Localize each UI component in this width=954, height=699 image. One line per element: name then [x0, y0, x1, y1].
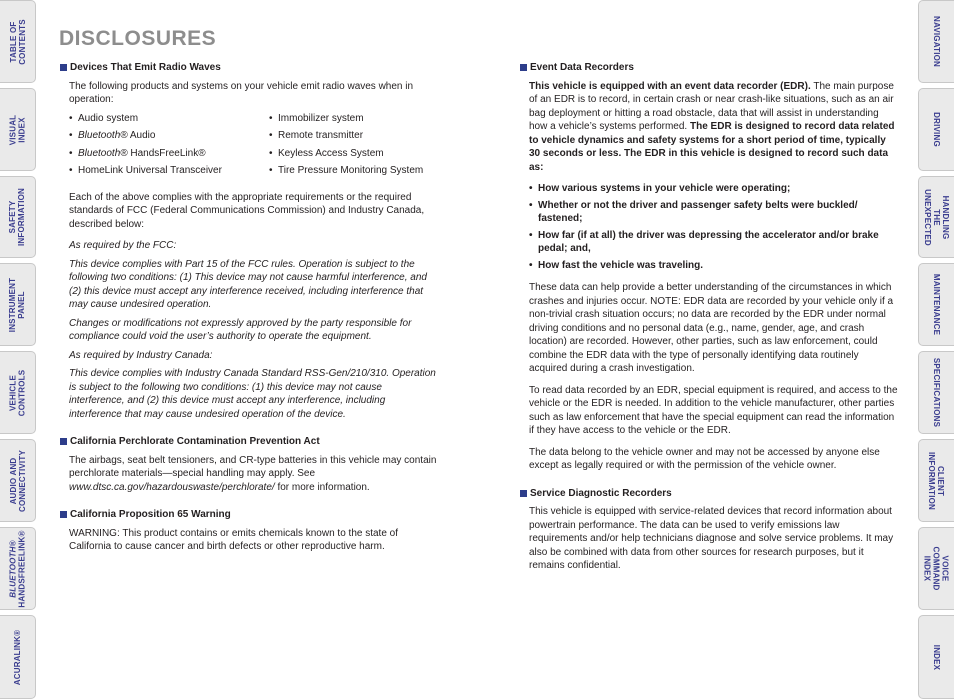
- tab-specifications[interactable]: SPECIFICATIONS: [918, 351, 954, 434]
- prop65-section: [60, 508, 440, 554]
- tab-safety-information[interactable]: SAFETY INFORMATION: [0, 176, 36, 258]
- fcc-label: As required by the FCC:: [69, 240, 177, 251]
- left-column: [60, 61, 440, 568]
- section-heading: Event Data Recorders: [520, 61, 898, 75]
- tab-voice-command-index[interactable]: VOICE COMMAND INDEX: [918, 527, 954, 610]
- sdr-section: [520, 487, 898, 573]
- section-marker-icon: [60, 511, 67, 518]
- compliance-text: Each of the above complies with the appropriate requirements or the required standards of FCC (Federal Communications Commission) and Industry Canada, described below:: [69, 191, 425, 230]
- section-heading: Service Diagnostic Recorders: [520, 487, 898, 501]
- list-item: • How far (if at all) the driver was depressing the accelerator and/or brake pedal; and,: [529, 229, 898, 256]
- edr-section: [520, 61, 898, 473]
- tab-handling-the-unexpected[interactable]: HANDLING THE UNEXPECTED: [918, 176, 954, 258]
- section-heading: Devices That Emit Radio Waves: [60, 61, 440, 75]
- list-item: • Audio system: [69, 112, 269, 126]
- ic-text: This device complies with Industry Canada Standard RSS-Gen/210/310. Operation is subject to the following two conditions: (1) this device may not cause interference, and (2) this device must accept any interference, including interference that may cause undesired operation of the device.: [69, 368, 436, 420]
- list-item: • Immobilizer system: [269, 112, 439, 126]
- right-nav-tabs: [918, 0, 954, 699]
- tab-audio-and-connectivity[interactable]: AUDIO AND CONNECTIVITY: [0, 439, 36, 522]
- changes-text: Changes or modifications not expressly approved by the party responsible for compliance could void the user’s authority to operate the equipment.: [69, 317, 412, 342]
- left-nav-tabs: [0, 0, 36, 699]
- section-heading: California Perchlorate Contamination Prevention Act: [60, 435, 440, 449]
- tab-visual-index[interactable]: VISUAL INDEX: [0, 88, 36, 171]
- tab-client-information[interactable]: CLIENT INFORMATION: [918, 439, 954, 522]
- tab-table-of-contents[interactable]: TABLE OF CONTENTS: [0, 0, 36, 83]
- list-item: • Bluetooth® Audio: [69, 129, 269, 143]
- list-item: • Bluetooth® HandsFreeLink®: [69, 147, 269, 161]
- edr-data-list: [529, 182, 898, 272]
- list-item: • Keyless Access System: [269, 147, 439, 161]
- edr-paragraph: To read data recorded by an EDR, special equipment is required, and access to the vehicle or the EDR is needed. In addition to the vehicle manufacturer, other parties such as law enforcement that have the special equipment can read the information if they have access to the vehicle or the EDR.: [529, 384, 898, 436]
- radio-intro: The following products and systems on your vehicle emit radio waves when in operation:: [69, 80, 414, 105]
- prop65-text: WARNING: This product contains or emits chemicals known to the state of California to cause cancer and birth defects or other reproductive harm.: [69, 527, 399, 552]
- section-marker-icon: [60, 438, 67, 445]
- section-marker-icon: [60, 64, 67, 71]
- list-item: • Whether or not the driver and passenger safety belts were buckled/ fastened;: [529, 199, 898, 226]
- sdr-text: This vehicle is equipped with service-related devices that record information about powertrain performance. The data can be used to verify emissions law requirements and/or help technicians diagnose and solve service problems. It may also be combined with data from other sources for research purposes, but it remains confidential.: [529, 506, 894, 571]
- ic-label: As required by Industry Canada:: [69, 349, 213, 361]
- tab-bluetooth-handsfreelink[interactable]: BLUETOOTH® HANDSFREELINK®: [0, 527, 36, 610]
- list-item: • Tire Pressure Monitoring System: [269, 164, 439, 178]
- list-item: • How fast the vehicle was traveling.: [529, 259, 898, 273]
- dtsc-link[interactable]: www.dtsc.ca.gov/hazardouswaste/perchlorate/: [69, 481, 275, 493]
- section-heading: California Proposition 65 Warning: [60, 508, 440, 522]
- perchlorate-section: [60, 435, 440, 494]
- section-marker-icon: [520, 64, 527, 71]
- page-title: DISCLOSURES: [59, 27, 217, 50]
- tab-instrument-panel[interactable]: INSTRUMENT PANEL: [0, 263, 36, 346]
- list-item: • How various systems in your vehicle were operating;: [529, 182, 898, 196]
- right-column: [520, 61, 898, 587]
- tab-driving[interactable]: DRIVING: [918, 88, 954, 171]
- edr-paragraph: The data belong to the vehicle owner and may not be accessed by anyone else except as legally required or with the permission of the vehicle owner.: [529, 446, 880, 471]
- tab-acuralink[interactable]: ACURALINK®: [0, 615, 36, 699]
- radio-device-list: [69, 112, 440, 178]
- section-marker-icon: [520, 490, 527, 497]
- edr-intro: This vehicle is equipped with an event data recorder (EDR). The main purpose of an EDR is to record, in certain crash or near crash-like situations, such as an air bag deployment or hitting a road obstacle, data that will assist in understanding how a vehicle’s systems performed. The EDR is designed to record data related to vehicle dynamics and safety systems for a short period of time, typically 30 seconds or less. The EDR in this vehicle is designed to record such data as:: [529, 80, 895, 173]
- tab-navigation[interactable]: NAVIGATION: [918, 0, 954, 83]
- tab-index[interactable]: INDEX: [918, 615, 954, 699]
- tab-maintenance[interactable]: MAINTENANCE: [918, 263, 954, 346]
- fcc-text: This device complies with Part 15 of the FCC rules. Operation is subject to the following two conditions: (1) This device may not cause harmful interference, and (2) this device must accept any interference received, including interference that may cause undesired operation.: [69, 258, 427, 310]
- tab-vehicle-controls[interactable]: VEHICLE CONTROLS: [0, 351, 36, 434]
- edr-paragraph: These data can help provide a better understanding of the circumstances in which crashes and injuries occur. NOTE: EDR data are recorded by your vehicle only if a non-trivial crash situation occurs; no data are recorded by the EDR under normal driving conditions and no personal data (e.g., name, gender, age, and crash location) are recorded. However, other parties, such as law enforcement, could combine the EDR data with the type of personally identifying data routinely acquired during a crash investigation.: [529, 282, 894, 374]
- list-item: • HomeLink Universal Transceiver: [69, 164, 269, 178]
- radio-waves-section: [60, 61, 440, 421]
- perchlorate-text: The airbags, seat belt tensioners, and CR-type batteries in this vehicle may contain perchlorate materials—special handling may apply. See www.dtsc.ca.gov/hazardouswaste/perchlorate/ for more information.: [69, 454, 437, 493]
- list-item: • Remote transmitter: [269, 129, 439, 143]
